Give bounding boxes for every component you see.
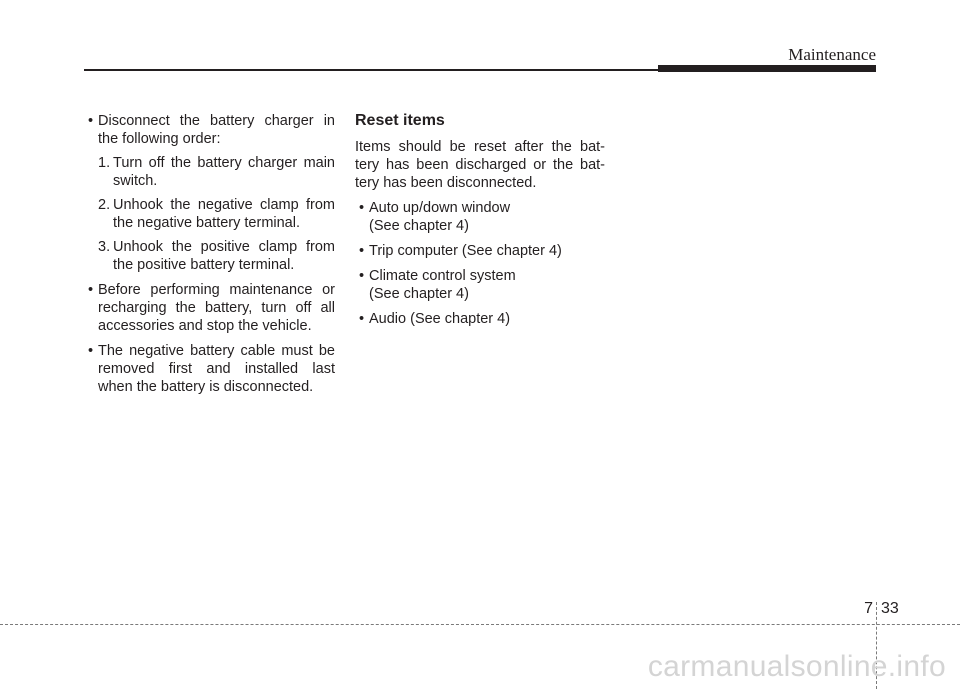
reset-item-audio <box>355 310 605 328</box>
bullet-mark: • <box>88 282 94 298</box>
step-1 <box>84 154 335 190</box>
text-line: Unhook the positive clamp from <box>113 239 335 255</box>
bullet-before-maintenance <box>84 281 335 335</box>
text-line: Trip computer (See chapter 4) <box>369 243 562 259</box>
text-line: Auto up/down window <box>369 200 511 216</box>
left-column <box>84 112 335 396</box>
section-title: Maintenance <box>788 45 876 64</box>
chapter-number: 7 <box>864 600 873 617</box>
step-number: 3. <box>98 239 111 255</box>
step-number: 2. <box>98 197 111 213</box>
footer-rule <box>0 624 960 625</box>
text-line: when the battery is disconnected. <box>98 379 314 395</box>
text-line: (See chapter 4) <box>369 286 469 302</box>
bullet-disconnect-charger <box>84 112 335 148</box>
bullet-mark: • <box>359 311 365 327</box>
text-line: accessories and stop the vehicle. <box>98 318 312 334</box>
text-line: the following order: <box>98 131 221 147</box>
bullet-negative-cable <box>84 342 335 396</box>
right-column <box>355 112 605 328</box>
text-line: switch. <box>113 173 158 189</box>
reset-item-window <box>355 199 605 235</box>
text-line: Unhook the negative clamp from <box>113 197 335 213</box>
bullet-mark: • <box>359 200 365 216</box>
header-rule-thick <box>658 65 876 72</box>
bullet-mark: • <box>359 243 365 259</box>
reset-items-heading: Reset items <box>355 112 445 129</box>
bullet-mark: • <box>88 113 94 129</box>
reset-item-climate <box>355 267 605 303</box>
text-line: Before performing maintenance or <box>98 282 335 298</box>
numbered-steps <box>84 154 335 274</box>
text-line: (See chapter 4) <box>369 218 469 234</box>
reset-items-intro <box>355 138 605 192</box>
watermark: carmanualsonline.info <box>647 650 946 683</box>
text-line: the negative battery terminal. <box>113 215 300 231</box>
text-line: Items should be reset after the bat- <box>355 139 605 155</box>
step-3 <box>84 238 335 274</box>
text-line: tery has been discharged or the bat- <box>355 157 605 173</box>
step-number: 1. <box>98 155 111 171</box>
text-line: The negative battery cable must be <box>98 343 335 359</box>
bullet-mark: • <box>88 343 94 359</box>
text-line: recharging the battery, turn off all <box>98 300 335 316</box>
header-rule-thin <box>84 69 662 71</box>
text-line: Climate control system <box>369 268 516 284</box>
page-number: 33 <box>881 600 899 617</box>
step-2 <box>84 196 335 232</box>
text-line: Audio (See chapter 4) <box>369 311 511 327</box>
text-line: Turn off the battery charger main <box>113 155 335 171</box>
text-line: Disconnect the battery charger in <box>98 113 335 129</box>
text-line: removed first and installed last <box>98 361 335 377</box>
reset-item-trip-computer <box>355 242 605 260</box>
text-line: the positive battery terminal. <box>113 257 295 273</box>
bullet-mark: • <box>359 268 365 284</box>
text-line: tery has been disconnected. <box>355 175 537 191</box>
